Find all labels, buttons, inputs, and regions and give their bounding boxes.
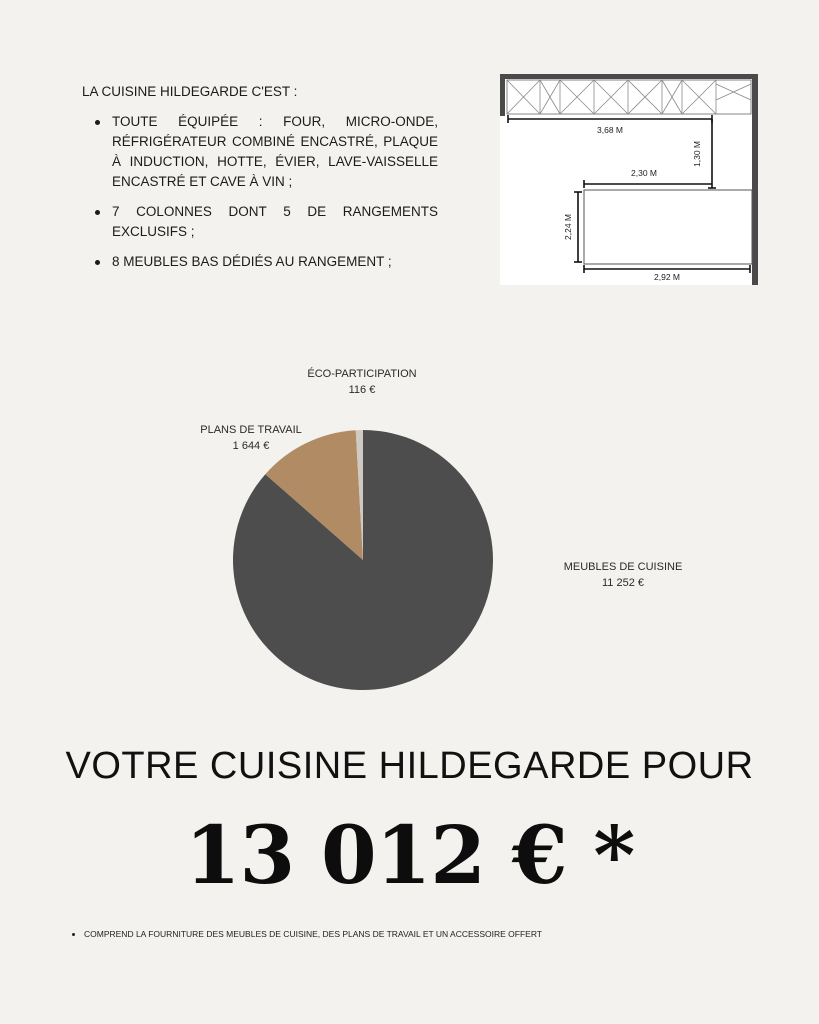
label-plans-de-travail bbox=[200, 422, 301, 454]
headline: VOTRE CUISINE HILDEGARDE POUR bbox=[65, 745, 754, 787]
intro-block bbox=[82, 82, 438, 282]
plan-dim-left: 2,24 M bbox=[563, 214, 573, 240]
label-eco-participation-value: 116 € bbox=[348, 384, 376, 396]
label-meubles-de-cuisine-name: MEUBLES DE CUISINE bbox=[563, 561, 683, 573]
footnote-text: COMPREND LA FOURNITURE DES MEUBLES DE CUISINE, DES PLANS DE TRAVAIL ET UN ACCESSOIRE OFFERT bbox=[84, 929, 542, 939]
footnote-bullet bbox=[72, 933, 75, 936]
feature-item: TOUTE ÉQUIPÉE : FOUR, MICRO-ONDE, RÉFRIGÉRATEUR COMBINÉ ENCASTRÉ, PLAQUE À INDUCTION, HOTTE, ÉVIER, LAVE-VAISSELLE ENCASTRÉ ET CAVE À VIN ; bbox=[82, 112, 438, 192]
feature-item: 8 MEUBLES BAS DÉDIÉS AU RANGEMENT ; bbox=[82, 252, 438, 272]
label-plans-de-travail-value: 1 644 € bbox=[232, 440, 270, 452]
plan-island bbox=[584, 190, 752, 264]
plan-dim-middle: 2,30 M bbox=[631, 168, 657, 178]
total-price: 13 012 € * bbox=[184, 808, 635, 902]
label-eco-participation-name: ÉCO-PARTICIPATION bbox=[307, 368, 417, 380]
plan-dim-side: 1,30 M bbox=[692, 141, 702, 167]
plan-wall-left bbox=[500, 74, 505, 116]
feature-item: 7 COLONNES DONT 5 DE RANGEMENTS EXCLUSIFS ; bbox=[82, 202, 438, 242]
intro-title: LA CUISINE HILDEGARDE C'EST : bbox=[82, 84, 298, 99]
plan-dimension-lines bbox=[508, 115, 750, 273]
label-eco-participation bbox=[307, 366, 416, 398]
plan-dim-top: 3,68 M bbox=[597, 125, 623, 135]
plan-wall-top bbox=[500, 74, 758, 79]
label-plans-de-travail-name: PLANS DE TRAVAIL bbox=[200, 424, 302, 436]
label-meubles-de-cuisine-value: 11 252 € bbox=[601, 577, 644, 589]
feature-list bbox=[82, 112, 438, 272]
plan-dim-bottom: 2,92 M bbox=[654, 272, 680, 282]
footnote bbox=[72, 929, 542, 939]
kitchen-floor-plan bbox=[500, 74, 758, 285]
label-meubles-de-cuisine bbox=[564, 559, 683, 591]
cost-breakdown-chart bbox=[0, 340, 819, 720]
plan-wall-right bbox=[752, 74, 758, 285]
plan-columns bbox=[507, 80, 751, 114]
